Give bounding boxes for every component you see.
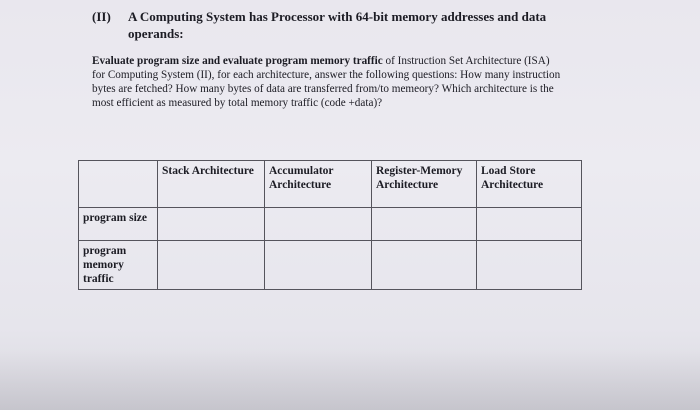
table-row bbox=[79, 208, 582, 241]
question-number: (II) bbox=[92, 9, 111, 24]
table-row bbox=[79, 241, 582, 290]
table-cell bbox=[265, 208, 372, 241]
instructions-body: of Instruction Set Architecture (ISA) for Computing System (II), for each architecture, answer the following questions: How many instruction bytes are fetched? How many bytes of data are transferred from/to memeory? Which architecture is the most efficient as measured by total memory traffic (code +data)? bbox=[92, 55, 561, 109]
table-cell bbox=[265, 241, 372, 290]
table-header-row bbox=[79, 161, 582, 208]
question-title: A Computing System has Processor with 64-bit memory addresses and data operands: bbox=[128, 9, 547, 41]
header-accumulator: Accumulator Architecture bbox=[265, 161, 372, 208]
table-cell bbox=[372, 241, 477, 290]
row-label-program-memory-traffic: program memory traffic bbox=[79, 241, 158, 290]
instructions-paragraph bbox=[92, 54, 562, 110]
table-cell bbox=[158, 208, 265, 241]
header-load-store: Load Store Architecture bbox=[477, 161, 582, 208]
header-register-memory: Register-Memory Architecture bbox=[372, 161, 477, 208]
table-cell bbox=[477, 208, 582, 241]
table-cell bbox=[372, 208, 477, 241]
instructions-lead: Evaluate program size and evaluate program memory traffic bbox=[92, 55, 383, 67]
table-cell bbox=[158, 241, 265, 290]
architecture-table bbox=[78, 160, 582, 290]
header-cell-empty bbox=[79, 161, 158, 208]
photo-shadow bbox=[0, 350, 700, 410]
table-cell bbox=[477, 241, 582, 290]
row-label-program-size: program size bbox=[79, 208, 158, 241]
header-stack: Stack Architecture bbox=[158, 161, 265, 208]
